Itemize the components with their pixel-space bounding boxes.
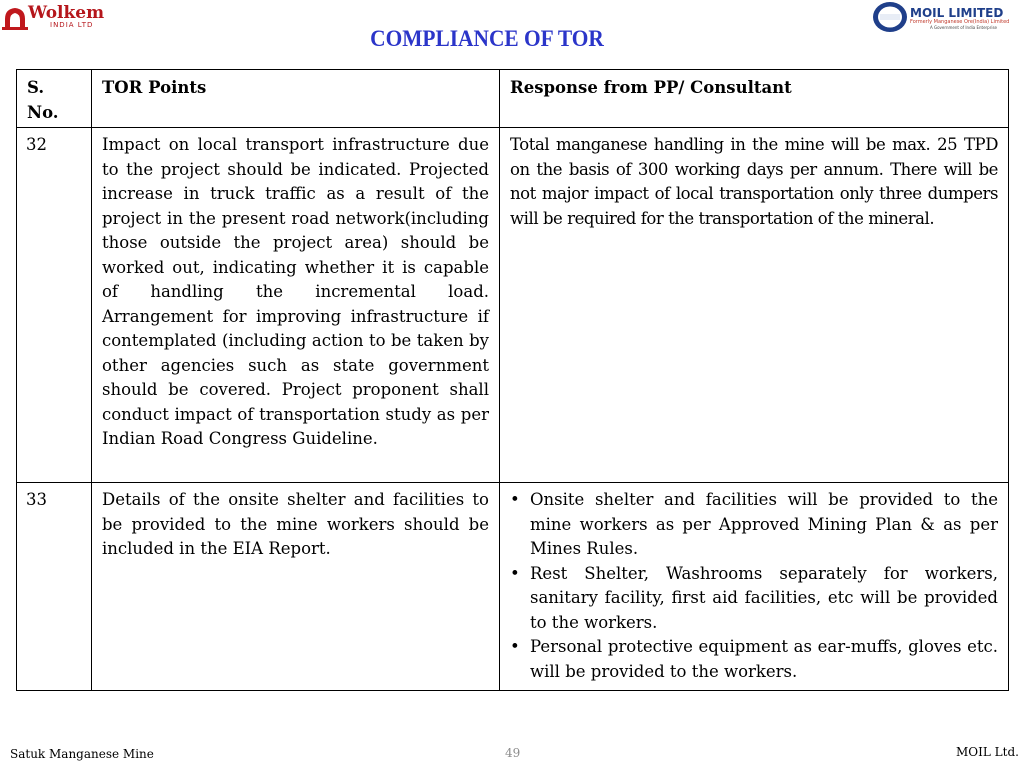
row-tor-point: Impact on local transport infrastructure due to the project should be indicated. Projected increase in truck traffic as a result of the project in the present road network(including those outside the project area) should be worked out, indicating whether it is capable of handling the incremental load. Arrangement for improving infrastructure if contemplated (including action to be taken by other agencies such as state government should be covered. Project proponent shall conduct impact of transportation study as per Indian Road Congress Guideline. [92, 128, 500, 483]
list-item: • Personal protective equipment as ear-muffs, gloves etc. will be provided to the workers. [510, 637, 998, 681]
list-item: • Rest Shelter, Washrooms separately for workers, sanitary facility, first aid facilities, etc will be provided to the workers. [510, 563, 998, 632]
footer-company: MOIL Ltd. [956, 745, 1019, 759]
wolkem-logo-icon [2, 3, 28, 31]
footer-page-number: 49 [505, 746, 521, 760]
row-sno: 33 [17, 483, 92, 691]
row-sno: 32 [17, 128, 92, 483]
header-tor-points: TOR Points [92, 70, 500, 128]
tor-compliance-table [16, 69, 1009, 691]
header-sno: S. No. [17, 70, 92, 128]
bullet-icon: • [510, 490, 520, 509]
wolkem-logo-text: Wolkem [28, 3, 105, 23]
row-response: Total manganese handling in the mine will be max. 25 TPD on the basis of 300 working days per annum. There will be not major impact of local transportation only three dumpers will be required for the transportation of the mineral. [500, 128, 1009, 483]
table-row [17, 128, 1009, 483]
bullet-icon: • [510, 637, 520, 656]
table-row [17, 483, 1009, 691]
wolkem-logo-subtext: INDIA LTD [50, 21, 94, 29]
header-response: Response from PP/ Consultant [500, 70, 1009, 128]
row-tor-point: Details of the onsite shelter and facilities to be provided to the mine workers should be included in the EIA Report. [92, 483, 500, 691]
list-item: • Onsite shelter and facilities will be provided to the mine workers as per Approved Mining Plan & as per Mines Rules. [510, 490, 998, 558]
moil-logo-text: MOIL LIMITED [910, 6, 1004, 20]
table-header-row [17, 70, 1009, 128]
footer-project-name: Satuk Manganese Mine [10, 747, 154, 761]
response-bullet-list [510, 488, 998, 684]
moil-logo-tagline: Formerly Manganese Ore(India) Limited [910, 19, 1010, 25]
bullet-icon: • [510, 563, 520, 583]
moil-logo-tagline-2: A Government of India Enterprise [930, 25, 998, 30]
row-response [500, 483, 1009, 691]
page-title: COMPLIANCE OF TOR [370, 26, 604, 51]
